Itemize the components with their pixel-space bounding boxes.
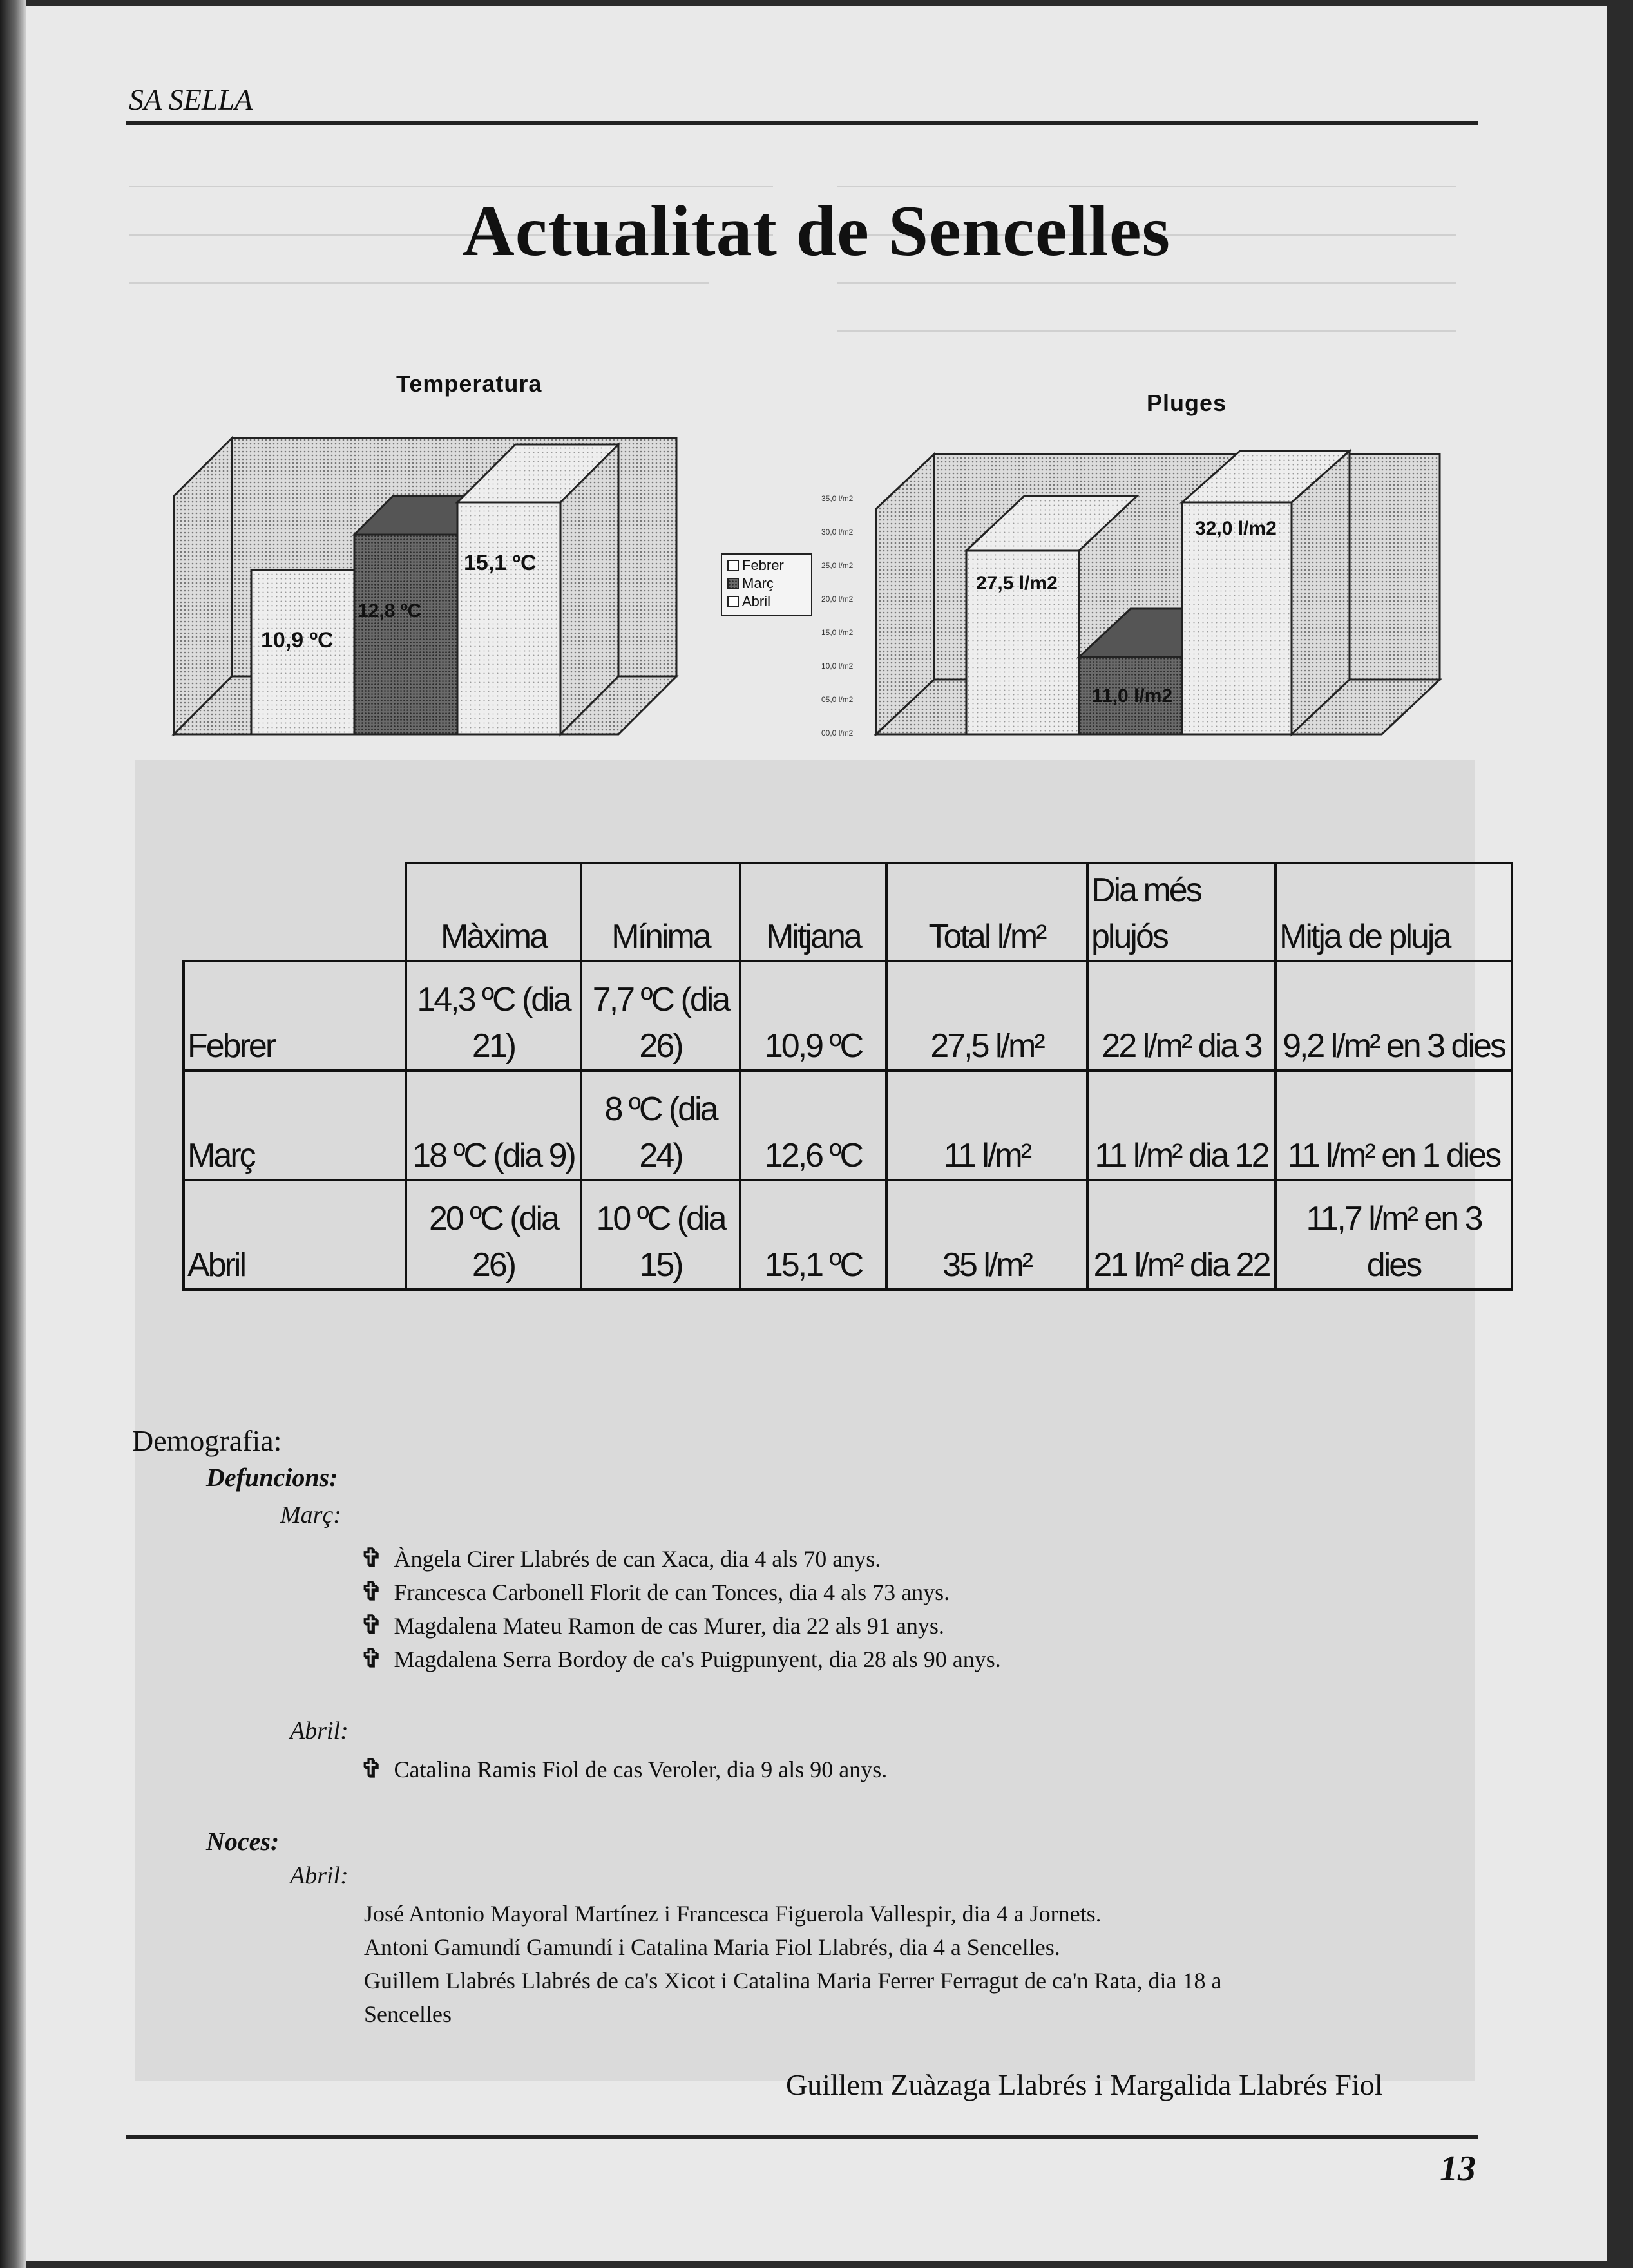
rain-y-tick: 20,0 l/m2 bbox=[821, 595, 854, 604]
death-entry: Catalina Ramis Fiol de cas Veroler, dia 9 als 90 anys. bbox=[394, 1757, 888, 1782]
row-label: Abril bbox=[184, 1180, 406, 1290]
cell-total: 11 l/m² bbox=[886, 1071, 1087, 1180]
noces-heading: Noces: bbox=[206, 1827, 280, 1856]
cell-dia-mes-plujos: 11 l/m² dia 12 bbox=[1087, 1071, 1275, 1180]
rain-y-tick: 05,0 l/m2 bbox=[821, 695, 854, 704]
marc-subheading: Març: bbox=[280, 1501, 341, 1529]
author-signature: Guillem Zuàzaga Llabrés i Margalida Llabrés Fiol bbox=[786, 2068, 1383, 2101]
header-mitja-de-pluja: Mitja de pluja bbox=[1275, 863, 1512, 961]
cross-icon: ✞ bbox=[361, 1543, 383, 1572]
rain-y-tick: 10,0 l/m2 bbox=[821, 662, 854, 671]
cell-dia-mes-plujos: 21 l/m² dia 22 bbox=[1087, 1180, 1275, 1290]
noces-abril-subheading: Abril: bbox=[290, 1862, 349, 1889]
header-dia-mes-plujos: Dia més plujós bbox=[1087, 863, 1275, 961]
cell-maxima: 18 ºC (dia 9) bbox=[406, 1071, 581, 1180]
cross-icon: ✞ bbox=[361, 1577, 383, 1606]
list-item bbox=[361, 1576, 950, 1606]
running-head: SA SELLA bbox=[129, 83, 253, 116]
cell-minima: 7,7 ºC (dia 26) bbox=[581, 961, 740, 1071]
row-label: Març bbox=[184, 1071, 406, 1180]
cell-maxima: 20 ºC (dia 26) bbox=[406, 1180, 581, 1290]
temperature-label-febrer: 10,9 ºC bbox=[261, 628, 334, 653]
cell-mitjana: 12,6 ºC bbox=[740, 1071, 886, 1180]
rain-y-tick: 35,0 l/m2 bbox=[821, 494, 854, 503]
marriage-entry: Guillem Llabrés Llabrés de ca's Xicot i Catalina Maria Ferrer Ferragut de ca'n Rata, dia 18 a bbox=[364, 1968, 1222, 1994]
legend-marc: Març bbox=[742, 575, 774, 591]
rain-label-febrer: 27,5 l/m2 bbox=[976, 573, 1058, 594]
rain-label-abril: 32,0 l/m2 bbox=[1195, 518, 1277, 539]
list-item bbox=[361, 1543, 881, 1573]
cross-icon: ✞ bbox=[361, 1610, 383, 1639]
header-minima: Mínima bbox=[581, 863, 740, 961]
marriage-entry: Antoni Gamundí Gamundí i Catalina Maria Fiol Llabrés, dia 4 a Sencelles. bbox=[364, 1934, 1060, 1960]
cross-icon: ✞ bbox=[361, 1644, 383, 1673]
list-item bbox=[361, 1610, 944, 1640]
marriage-entry: Sencelles bbox=[364, 2001, 452, 2027]
cell-total: 27,5 l/m² bbox=[886, 961, 1087, 1071]
death-entry: Àngela Cirer Llabrés de can Xaca, dia 4 als 70 anys. bbox=[394, 1546, 881, 1572]
cell-maxima: 14,3 ºC (dia 21) bbox=[406, 961, 581, 1071]
cross-icon: ✞ bbox=[361, 1754, 383, 1783]
legend-abril: Abril bbox=[742, 593, 771, 609]
row-label: Febrer bbox=[184, 961, 406, 1071]
rain-label-marc: 11,0 l/m2 bbox=[1092, 685, 1173, 707]
death-entry: Francesca Carbonell Florit de can Tonces, dia 4 als 73 anys. bbox=[394, 1579, 950, 1605]
header-mitjana: Mitjana bbox=[740, 863, 886, 961]
marriage-entry: José Antonio Mayoral Martínez i Francesca Figuerola Vallespir, dia 4 a Jornets. bbox=[364, 1901, 1102, 1927]
defuncions-heading: Defuncions: bbox=[206, 1463, 338, 1492]
cell-mitjana: 15,1 ºC bbox=[740, 1180, 886, 1290]
binding-edge bbox=[0, 0, 26, 2268]
list-item bbox=[361, 1753, 887, 1784]
list-item bbox=[361, 1643, 1001, 1673]
temperature-label-abril: 15,1 ºC bbox=[464, 551, 537, 575]
rain-y-tick: 15,0 l/m2 bbox=[821, 628, 854, 637]
death-entry: Magdalena Serra Bordoy de ca's Puigpunyent, dia 28 als 90 anys. bbox=[394, 1646, 1001, 1672]
cell-mitja-de-pluja: 11 l/m² en 1 dies bbox=[1275, 1071, 1512, 1180]
death-entry: Magdalena Mateu Ramon de cas Murer, dia 22 als 91 anys. bbox=[394, 1613, 944, 1639]
magazine-page bbox=[26, 6, 1607, 2261]
cell-minima: 10 ºC (dia 15) bbox=[581, 1180, 740, 1290]
demografia-heading: Demografia: bbox=[132, 1424, 282, 1457]
cell-mitja-de-pluja: 9,2 l/m² en 3 dies bbox=[1275, 961, 1512, 1071]
article-title: Actualitat de Sencelles bbox=[462, 191, 1171, 271]
cell-dia-mes-plujos: 22 l/m² dia 3 bbox=[1087, 961, 1275, 1071]
cell-mitjana: 10,9 ºC bbox=[740, 961, 886, 1071]
temperature-chart-title: Temperatura bbox=[396, 370, 542, 397]
rain-y-tick: 30,0 l/m2 bbox=[821, 528, 854, 537]
rain-y-tick: 25,0 l/m2 bbox=[821, 561, 854, 570]
page-number: 13 bbox=[1440, 2149, 1476, 2189]
legend-febrer: Febrer bbox=[742, 557, 784, 573]
rain-y-tick: 00,0 l/m2 bbox=[821, 729, 854, 738]
cell-mitja-de-pluja: 11,7 l/m² en 3 dies bbox=[1275, 1180, 1512, 1290]
cell-minima: 8 ºC (dia 24) bbox=[581, 1071, 740, 1180]
header-total: Total l/m² bbox=[886, 863, 1087, 961]
header-maxima: Màxima bbox=[406, 863, 581, 961]
temperature-label-marc: 12,8 ºC bbox=[358, 600, 422, 622]
abril-subheading: Abril: bbox=[290, 1717, 349, 1744]
cell-total: 35 l/m² bbox=[886, 1180, 1087, 1290]
rain-chart-title: Pluges bbox=[1147, 390, 1227, 416]
demografia-section bbox=[26, 6, 1607, 2261]
footer-rule bbox=[126, 2135, 1478, 2139]
